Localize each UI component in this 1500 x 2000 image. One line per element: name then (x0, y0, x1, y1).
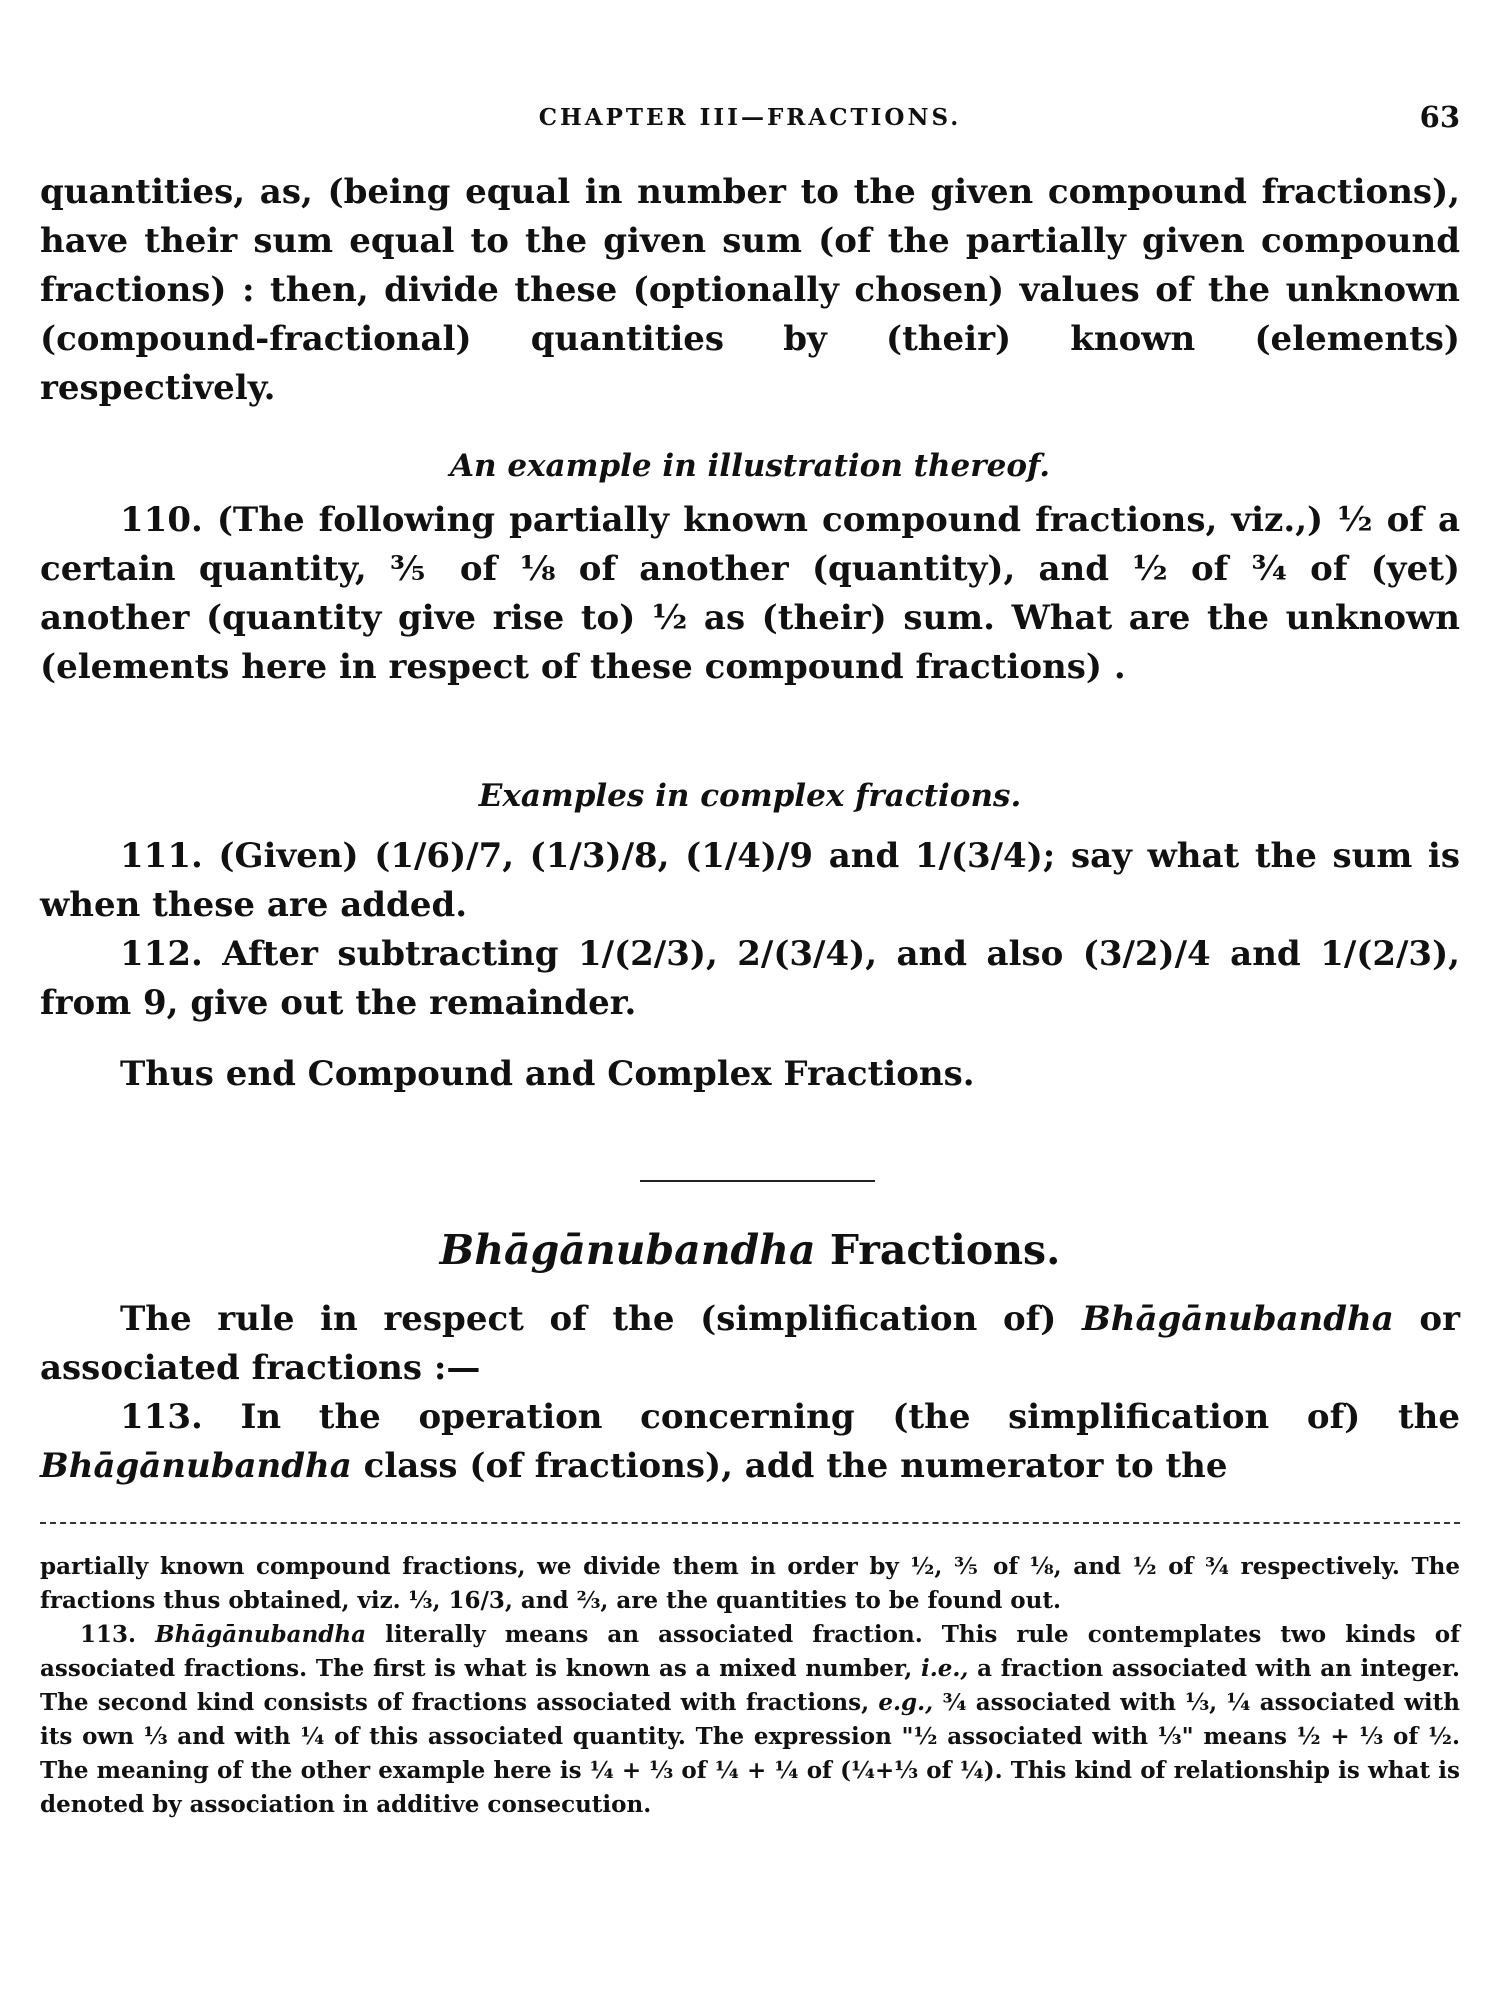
para-113-text-a: 113. In the operation concerning (the simplification of) the (120, 1397, 1460, 1437)
page-number: 63 (1419, 100, 1460, 134)
main-text-block-1 (40, 168, 1460, 413)
footnotes (40, 1550, 1460, 1822)
section-heading (40, 1226, 1460, 1274)
paragraph-rule-intro (40, 1295, 1460, 1393)
heading-example-illustration: An example in illustration thereof. (449, 448, 1051, 484)
paragraph-113 (40, 1393, 1460, 1491)
section-divider (640, 1180, 875, 1182)
para-113-text-b: class (of fractions), add the numerator to the (351, 1446, 1228, 1486)
footnote-113-ie: i.e., (921, 1655, 969, 1682)
rule-intro-text-b: or associated fractions :— (40, 1299, 1460, 1388)
footnote-rule (40, 1522, 1460, 1524)
section-heading-term: Bhāgānubandha (439, 1226, 816, 1274)
section-heading-suffix: Fractions. (815, 1226, 1061, 1274)
footnote-113-eg: e.g., (878, 1689, 934, 1716)
paragraph-end-compound: Thus end Compound and Complex Fractions. (120, 1054, 975, 1094)
rule-intro-term: Bhāgānubandha (1081, 1299, 1394, 1339)
paragraph-continuation: quantities, as, (being equal in number to the given compound fractions), have their sum equal to the given sum (of the partially given compound fractions) : then, divide these (optionally chosen) values of the unknown (compound-fractional) quantities by (their) known (elements) respectively. (40, 172, 1460, 408)
footnote-113-text-c: ¾ associated with ⅓, ¼ associated with its own ⅓ and with ¼ of this associated quantity. The expression "½ associated with ⅓" means ½ + ⅓ of ½. The meaning of the other example here is ¼ + ⅓ of ¼ + ¼ of (¼+⅓ of ¼). This kind of relationship is what is denoted by association in additive consecution. (40, 1689, 1460, 1818)
para-113-term: Bhāgānubandha (40, 1446, 352, 1486)
footnote-113-text-a: literally means an associated fraction. This rule contemplates two kinds of associated fractions. The first is what is known as a mixed number, (40, 1621, 1460, 1682)
footnote-continuation: partially known compound fractions, we divide them in order by ½, ⅗ of ⅛, and ½ of ¾ respectively. The fractions thus obtained, viz. ⅓, 16/3, and ⅔, are the quantities to be found out. (40, 1553, 1460, 1614)
paragraph-112: 112. After subtracting 1/(2/3), 2/(3/4), and also (3/2)/4 and 1/(2/3), from 9, give out the remainder. (40, 934, 1460, 1023)
main-text-block-2 (40, 496, 1460, 692)
paragraph-111: 111. (Given) (1/6)/7, (1/3)/8, (1/4)/9 and 1/(3/4); say what the sum is when these are added. (40, 836, 1460, 925)
paragraph-110: 110. (The following partially known compound fractions, viz.,) ½ of a certain quantity, ⅗ of ⅛ of another (quantity), and ½ of ¾ of (yet) another (quantity give rise to) ½ as (their) sum. What are the unknown (elements here in respect of these compound fractions) . (40, 500, 1460, 687)
running-title: CHAPTER III—FRACTIONS. (538, 104, 962, 131)
main-text-block-4 (40, 1295, 1460, 1491)
footnote-113-term: Bhāgānubandha (155, 1621, 367, 1648)
main-text-block-3 (40, 832, 1460, 1099)
footnote-113-number: 113. (80, 1621, 156, 1648)
running-header (40, 100, 1460, 140)
footnote-113 (40, 1618, 1460, 1822)
rule-intro-text-a: The rule in respect of the (simplification of) (120, 1299, 1082, 1339)
heading-complex-fractions: Examples in complex fractions. (478, 778, 1022, 814)
footnote-113-text-b: a fraction associated with an integer. The second kind consists of fractions associated with fractions, (40, 1655, 1460, 1716)
